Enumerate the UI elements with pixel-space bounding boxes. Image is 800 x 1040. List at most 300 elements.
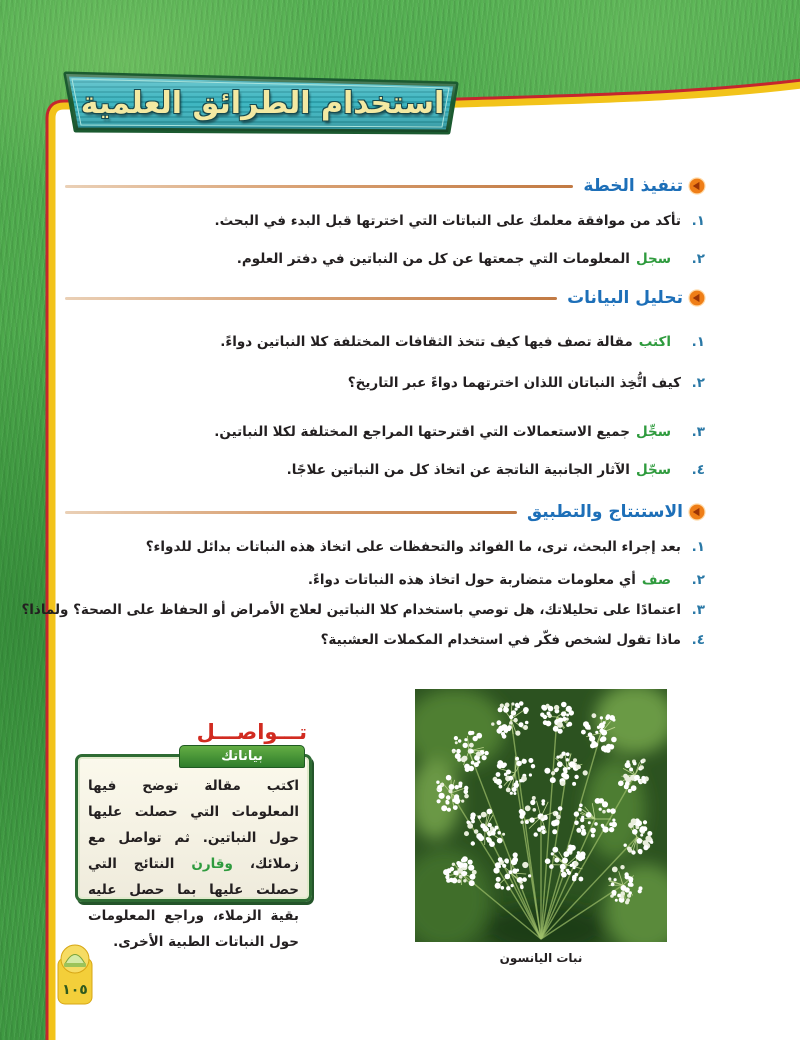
flower-floret [457,862,463,868]
flower-floret [477,760,480,763]
flower-floret [517,705,520,708]
flower-floret [586,812,592,818]
flower-floret [547,712,551,716]
flower-floret [439,793,445,799]
flower-floret [561,752,565,756]
flower-floret [498,707,503,712]
flower-floret [563,774,569,780]
flower-floret [592,713,597,718]
flower-floret [566,752,570,756]
flower-floret [576,828,581,833]
flower-floret [601,736,607,742]
flower-floret [509,721,512,724]
arrow-circle-icon [688,503,706,521]
item-text: أي معلومات متضاربة حول اتخاذ هذه النباتات دواءً. [307,572,636,588]
flower-floret [611,890,616,895]
flower-floret [640,826,646,832]
flower-floret [533,808,537,812]
flower-floret [643,820,647,824]
flower-floret [544,816,548,820]
flower-floret [501,886,505,890]
section-divider [65,297,557,300]
flower-floret [632,829,638,835]
flower-floret [543,720,548,725]
section-title: تحليل البيانات [567,288,683,308]
flower-floret [580,825,584,829]
flower-floret [511,702,514,705]
flower-floret [624,844,627,847]
flower-floret [645,836,651,842]
flower-floret [504,858,509,863]
flower-floret [634,775,640,781]
flower-floret [515,708,518,711]
flower-floret [519,779,522,782]
flower-floret [574,861,579,866]
flower-floret [570,864,573,867]
flower-floret [458,784,462,788]
page-number-badge [57,940,93,1006]
flower-floret [519,809,524,814]
flower-floret [557,761,563,767]
flower-floret [609,744,614,749]
flower-floret [449,878,454,883]
flower-floret [461,871,466,876]
flower-floret [455,741,458,744]
item-number: ١. [691,213,705,229]
communicate-title: تـــواصـــل [196,720,307,744]
flower-floret [464,831,469,836]
flower-floret [606,714,610,718]
flower-floret [599,808,602,811]
flower-floret [525,820,529,824]
flower-floret [579,877,584,882]
flower-floret [463,743,468,748]
flower-floret [595,731,598,734]
section-title: تنفيذ الخطة [583,176,683,196]
flower-floret [511,710,516,715]
flower-floret [465,786,468,789]
flower-floret [498,857,503,862]
list-item [214,422,705,442]
flower-floret [482,755,487,760]
flower-floret [469,880,475,886]
flower-floret [516,761,522,767]
section-heading-data-analysis [65,286,706,310]
flower-floret [568,845,572,849]
flower-floret [609,827,614,832]
flower-floret [579,804,583,808]
flower-floret [569,710,574,715]
flower-floret [583,770,588,775]
flower-floret [470,749,474,753]
item-number: ١. [691,539,705,555]
flower-floret [615,899,618,902]
flower-floret [457,879,461,883]
flower-floret [578,857,583,862]
flower-floret [515,780,518,783]
flower-floret [545,858,551,864]
item-keyword: صف [641,572,671,588]
your-data-tab: بياناتك [179,745,305,768]
flower-floret [599,798,604,803]
flower-floret [522,862,528,868]
flower-floret [558,806,563,811]
flower-floret [504,773,508,777]
flower-floret [505,874,511,880]
flower-floret [515,731,520,736]
flower-floret [501,724,507,730]
flower-floret [470,874,476,880]
flower-floret [633,762,637,766]
flower-floret [643,845,648,850]
flower-floret [497,831,501,835]
flower-floret [552,847,558,853]
flower-floret [463,879,466,882]
flower-floret [511,859,517,865]
flower-floret [561,702,567,708]
flower-floret [512,868,517,873]
flower-floret [551,771,555,775]
flower-floret [594,822,598,826]
list-item [21,600,705,620]
flower-floret [554,858,559,863]
item-number: ٢. [691,375,705,391]
flower-floret [529,773,532,776]
flower-floret [470,815,475,820]
flower-floret [567,767,570,770]
flower-floret [603,827,609,833]
flower-floret [445,800,448,803]
flower-floret [541,818,544,821]
communicate-box [75,749,312,950]
flower-floret [541,705,546,710]
flower-floret [572,875,577,880]
flower-floret [510,792,513,795]
flower-floret [528,758,533,763]
flower-floret [561,869,564,872]
flower-floret [462,756,468,762]
flower-floret [612,718,615,721]
flower-floret [519,814,524,819]
flower-floret [486,828,489,831]
list-item [287,460,705,480]
flower-floret [457,758,461,762]
flower-floret [597,726,600,729]
flower-floret [640,765,644,769]
flower-floret [640,834,643,837]
flower-floret [461,858,465,862]
flower-floret [567,871,571,875]
flower-floret [469,743,474,748]
flower-floret [581,830,586,835]
flower-floret [464,790,469,795]
flower-floret [556,815,561,820]
flower-floret [561,872,567,878]
flower-floret [481,812,487,818]
flower-floret [505,703,510,708]
flower-floret [577,851,580,854]
flower-floret [507,727,511,731]
section-title: الاستنتاج والتطبيق [526,502,683,522]
flower-floret [531,764,535,768]
flower-floret [600,716,603,719]
flower-floret [493,828,496,831]
item-number: ٤. [691,462,705,478]
flower-floret [578,808,582,812]
flower-floret [608,877,611,880]
flower-floret [509,870,513,874]
arrow-circle-icon [688,177,706,195]
flower-floret [467,823,473,829]
arrow-circle-icon [688,289,706,307]
flower-floret [446,795,451,800]
list-item [308,570,705,590]
flower-floret [474,829,479,834]
flower-floret [629,768,633,772]
flower-floret [618,781,624,787]
flower-floret [509,715,513,719]
flower-floret [560,864,566,870]
flower-floret [552,829,557,834]
flower-floret [486,837,489,840]
flower-floret [566,758,569,761]
flower-floret [550,777,556,783]
flower-floret [625,762,631,768]
item-text: الآثار الجانبية الناتجة عن اتخاذ كل من النباتين علاجًا. [286,462,630,478]
flower-floret [497,838,503,844]
flower-floret [520,821,523,824]
flower-floret [468,860,473,865]
flower-floret [542,830,546,834]
flower-floret [573,866,576,869]
flower-floret [520,885,524,889]
flower-floret [446,775,452,781]
flower-floret [506,886,510,890]
flower-floret [528,874,531,877]
flower-floret [603,721,606,724]
list-item [237,249,705,269]
flower-floret [611,737,617,743]
flower-floret [548,706,554,712]
flower-floret [631,850,635,854]
flower-floret [610,808,616,814]
flower-floret [541,714,544,717]
item-text: ماذا تقول لشخص فكّر في استخدام المكملات العشبية؟ [320,632,681,648]
flower-floret [599,728,604,733]
flower-floret [607,809,611,813]
flower-floret [624,784,629,789]
flower-floret [554,768,558,772]
flower-floret [448,789,452,793]
flower-floret [525,721,529,725]
flower-floret [464,738,467,741]
flower-floret [496,772,501,777]
flower-floret [551,852,554,855]
flower-floret [487,809,493,815]
list-item [220,332,705,352]
flower-floret [437,785,442,790]
flower-floret [617,894,621,898]
flower-floret [454,736,458,740]
flower-floret [506,788,511,793]
flower-floret [574,775,578,779]
photo-caption: نبات اليانسون [499,951,583,965]
flower-floret [554,705,559,710]
flower-floret [447,808,451,812]
flower-floret [437,799,441,803]
flower-floret [611,822,617,828]
flower-floret [624,775,630,781]
flower-floret [449,784,455,790]
flower-floret [642,759,646,763]
flower-floret [499,785,503,789]
flower-floret [553,726,559,732]
flower-floret [468,731,473,736]
item-text: بعد إجراء البحث، ترى، ما الفوائد والتحفظات على اتخاذ هذه النباتات بدائل للدواء؟ [145,539,681,555]
section-divider [65,185,573,188]
flower-floret [495,862,501,868]
flower-floret [453,805,458,810]
flower-floret [464,794,469,799]
flower-floret [515,757,519,761]
flower-floret [562,712,566,716]
flower-floret [562,858,568,864]
communicate-text-part: النتائج التي حصلت عليها بما حصل عليه بقية الزملاء، وراجع المعلومات حول النباتات الطبية الأخرى. [88,856,299,950]
flower-floret [612,867,618,873]
flower-floret [530,800,535,805]
flower-floret [468,766,474,772]
flower-floret [529,817,534,822]
flower-floret [583,721,589,727]
flower-floret [602,810,606,814]
flower-floret [581,816,584,819]
flower-floret [638,849,643,854]
flower-floret [497,720,502,725]
item-text: اعتمادًا على تحليلاتك، هل توصي باستخدام كلا النباتين لعلاج الأمراض أو الحفاظ على الصحة؟ ولماذا؟ [21,602,681,618]
item-number: ٣. [691,602,705,618]
flower-floret [554,819,560,825]
item-keyword: سجل [635,251,671,267]
flower-floret [628,789,632,793]
section-divider [65,511,517,514]
flower-floret [453,796,459,802]
flower-floret [639,886,643,890]
item-text: مقالة تصف فيها كيف تتخذ الثقافات المختلفة كلا النباتين دواءً. [220,334,633,350]
item-text: المعلومات التي جمعتها عن كل من النباتين في دفتر العلوم. [236,251,630,267]
flower-floret [496,877,501,882]
flower-floret [541,799,545,803]
flower-floret [629,879,633,883]
flower-floret [452,863,455,866]
flower-floret [590,828,596,834]
flower-floret [647,831,652,836]
flower-floret [614,878,617,881]
flower-floret [502,833,505,836]
flower-floret [436,781,439,784]
flower-floret [581,730,586,735]
communicate-text-part: اكتب مقالة توضح فيها المعلومات التي حصلت عليها حول النباتين. ثم تواصل مع زملائك، [88,778,299,872]
flower-floret [452,750,455,753]
item-text: تأكد من موافقة معلمك على النباتات التي اخترتها قبل البدء في البحث. [214,213,681,229]
flower-floret [629,891,632,894]
flower-floret [524,710,528,714]
flower-floret [517,878,522,883]
flower-floret [447,868,452,873]
flower-floret [574,811,579,816]
item-text: جميع الاستعمالات التي اقترحتها المراجع المختلفة لكلا النباتين. [214,424,630,440]
flower-floret [494,780,498,784]
flower-floret [519,701,524,706]
flower-floret [624,872,628,876]
flower-floret [588,821,591,824]
flower-floret [630,883,633,886]
section-heading-conclude-apply [65,500,706,524]
flower-floret [493,867,499,873]
flower-floret [534,832,538,836]
flower-floret [503,763,507,767]
flower-floret [555,812,558,815]
flower-floret [621,885,626,890]
flower-floret [511,884,514,887]
list-item [214,211,705,231]
flower-floret [576,764,581,769]
item-keyword: سجِّل [635,424,671,440]
communicate-text [88,773,299,955]
item-number: ٢. [691,251,705,267]
flower-floret [592,742,598,748]
flower-floret [441,805,447,811]
flower-floret [572,782,576,786]
flower-floret [556,756,559,759]
flower-floret [522,759,527,764]
flower-floret [495,884,498,887]
flower-floret [456,749,461,754]
flower-floret [641,776,645,780]
flower-floret [522,877,527,882]
flower-floret [560,781,565,786]
flower-floret [484,751,488,755]
list-item [321,630,705,650]
flower-floret [476,751,481,756]
item-number: ٢. [691,572,705,588]
flower-floret [563,767,568,772]
flower-floret [476,733,482,739]
flower-floret [611,883,615,887]
flower-floret [502,734,507,739]
flower-floret [566,714,569,717]
flower-floret [478,815,482,819]
item-keyword: سجّل [635,462,671,478]
flower-floret [544,768,550,774]
flower-floret [461,800,464,803]
flower-floret [500,704,504,708]
flower-floret [476,833,482,839]
flower-floret [525,805,531,811]
flower-floret [509,776,514,781]
flower-floret [626,898,630,902]
flower-floret [642,780,646,784]
flower-floret [620,865,624,869]
flower-floret [532,796,536,800]
flower-floret [566,724,569,727]
item-keyword: اكتب [638,334,671,350]
flower-floret [549,864,554,869]
flower-floret [523,725,528,730]
flower-floret [513,718,517,722]
list-item [146,537,705,557]
flower-floret [519,722,524,727]
page-number: ١٠٥ [62,982,88,998]
